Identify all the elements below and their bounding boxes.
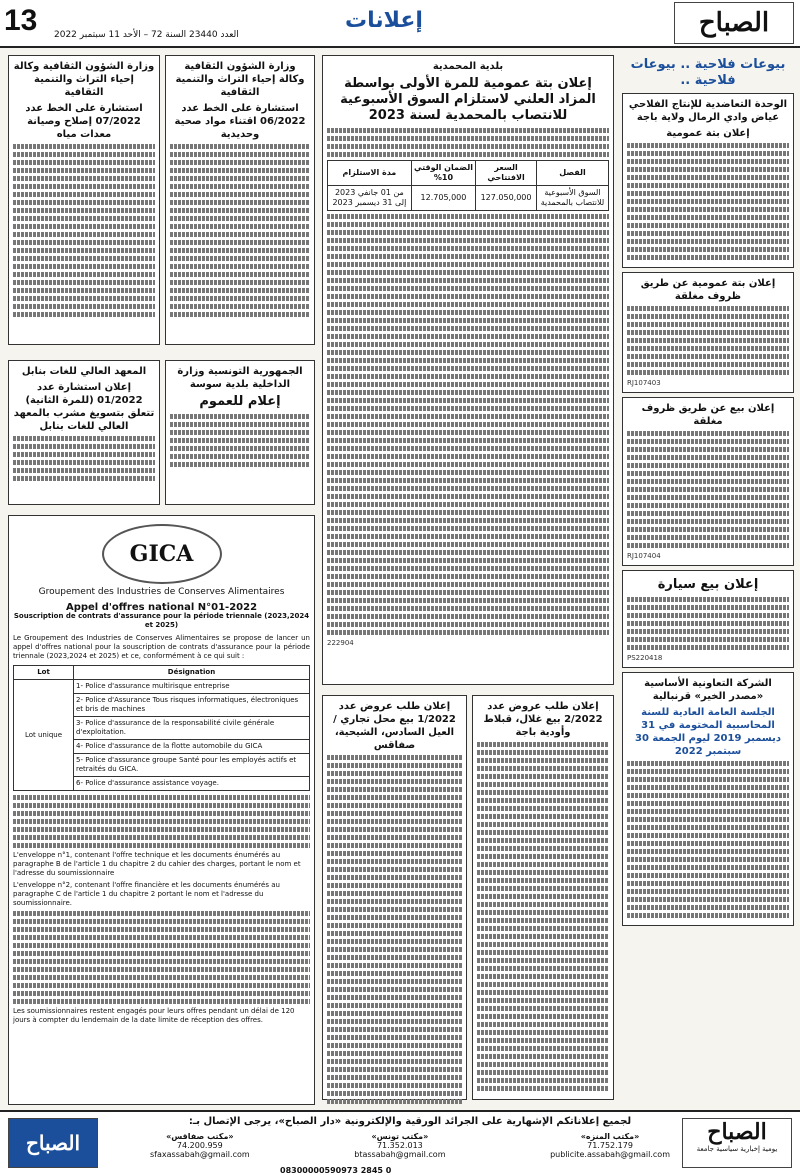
ad-block xyxy=(622,93,794,268)
ad-org: وزارة الشؤون الثقافية وكالة إحياء التراث والتنمية الثقافية xyxy=(175,61,305,98)
ad-org: الوحدة التعاضدية للإنتاج الفلاحي عياض وادي الرمال ولاية باجة xyxy=(628,99,788,123)
masthead-logo: الصباح xyxy=(674,2,794,44)
footer-offices xyxy=(150,1132,670,1159)
ad-block xyxy=(622,397,794,566)
footer-brand: الصباح يومية إخبارية سياسية جامعة xyxy=(682,1118,792,1168)
ad-block xyxy=(165,360,315,505)
ad-ref: PS220418 xyxy=(627,654,663,662)
page-number: 13 xyxy=(4,4,38,37)
gica-intro: Le Groupement des Industries de Conserves Alimentaires se propose de lancer un appel d'offres national pour la souscription de contrats d'assurance pour la période triennale (2023,2024 et 2025) et ce, conformément à ce qui suit : xyxy=(13,634,310,660)
price-table: الفصل السعر الافتتاحي الضمان الوقتي 10% مدة الاستلزام السوق الأسبوعية للانتصاب بالمحمدية 127.050,000 12.705,000 من 01 جانفي 2023 إلى 31 ديسمبر 2023 xyxy=(327,160,609,211)
ad-title: إعلان بتة عمومية عن طريق ظروف مغلقة xyxy=(640,278,776,302)
ad-block xyxy=(622,672,794,926)
ad-block xyxy=(472,695,614,1100)
column-culture-ad-2 xyxy=(8,55,160,355)
ad-subtitle: الجلسة العامة العادية للسنة المحاسبية المختومة في 31 ديسمبر 2019 ليوم الجمعة 30 سبتمبر 2022 xyxy=(634,707,781,757)
footer-account: 08300000590973 2845 0 xyxy=(280,1166,392,1175)
ad-title: الشركة التعاونية الأساسية «مصدر الخير» قرنبالية xyxy=(644,678,772,702)
ad-block xyxy=(165,55,315,345)
ad-title: إعلان طلب عروض عدد 1/2022 بيع محل تجاري / العيل السادس، الشيحية، صفاقس xyxy=(333,701,456,751)
gica-subtitle: Souscription de contrats d'assurance pour la période triennale (2023,2024 et 2025) xyxy=(13,612,310,629)
gica-lots-table: Lot Désignation Lot unique 1- Police d'assurance multirisque entreprise 2- Police d'Assurance Tous risques informatiques, électroniques et bris de machines 3- Police d'assurance de la responsabilité civile générale d'exploitation. 4- Police d'assurance de la flotte automobile du GICA 5- Police d'assurance groupe Santé pour les employés actifs et retraités du GICA. 6- Police d'assurance assistance voyage. xyxy=(13,665,310,791)
ad-block xyxy=(8,360,160,505)
gica-enveloppe-1: L'enveloppe n°1, contenant l'offre technique et les documents énumérés au paragraphe B de l'article 1 du chapitre 2 du cahier des charges, portant le nom et l'adresse du soumissionnaire xyxy=(13,851,301,877)
ad-title: إعلان استشارة عدد 01/2022 (للمرة الثانية) تتعلق بتسويغ مشرب بالمعهد العالي للغات بنابل xyxy=(13,382,155,432)
ad-subtitle: إعلان بتة عمومية xyxy=(666,128,750,139)
gica-group-name: Groupement des Industries de Conserves Alimentaires xyxy=(38,587,285,597)
ad-ref: RJ107404 xyxy=(627,552,661,560)
ad-block xyxy=(622,570,794,668)
ad-title: إعلان بيع عن طريق ظروف مغلقة xyxy=(641,403,775,427)
ad-block xyxy=(322,695,467,1100)
ad-org: الجمهورية التونسية وزارة الداخلية بلدية سوسة xyxy=(177,366,303,390)
issue-line: العدد 23440 السنة 72 – الأحد 11 سبتمبر 2022 xyxy=(54,30,239,40)
gica-tender-ad xyxy=(8,515,315,1105)
gica-enveloppe-2: L'enveloppe n°2, contenant l'offre financière et les documents énumérés au paragraphe C de l'article 1 du chapitre 2 portant le nom et l'adresse du soumissionnaire. xyxy=(13,881,280,907)
column-sousse xyxy=(165,360,315,510)
ad-title: إعلان بيع سيارة xyxy=(657,577,759,592)
ad-org: وزارة الشؤون الثقافية وكالة إحياء التراث والتنمية الثقافية xyxy=(13,61,155,98)
ad-title: استشارة على الخط عدد 07/2022 إصلاح وصيانة معدات مياه xyxy=(25,103,143,140)
gica-logo: GICA xyxy=(102,524,222,584)
column-agricultural-sales xyxy=(622,55,794,1105)
ad-ref: RJ107403 xyxy=(627,379,661,387)
ad-org: بلدية المحمدية xyxy=(432,61,504,72)
ad-block xyxy=(622,272,794,393)
column-mohamedia xyxy=(322,55,614,690)
footer-small-brand: الصباح xyxy=(8,1118,98,1168)
ad-title: إعلام للعموم xyxy=(199,394,281,409)
ad-ref: 222904 xyxy=(327,639,354,647)
column-beja-tender xyxy=(472,695,614,1105)
office-tunis: «مكتب تونس» 71.352.013 btassabah@gmail.com xyxy=(354,1132,446,1159)
ad-title: إعلان طلب عروض عدد 2/2022 بيع غلال، قبلاط وأودية باجة xyxy=(483,701,603,738)
column-sfax-tender xyxy=(322,695,467,1105)
column-title: بيوعات فلاحية .. بيوعات فلاحية .. xyxy=(630,57,786,88)
ad-block xyxy=(322,55,614,685)
gica-closing: Les soumissionnaires restent engagés pour leurs offres pendant un délai de 120 jours à compter du lendemain de la date limite de réception des offres. xyxy=(13,1007,295,1024)
ad-title: إعلان بتة عمومية للمرة الأولى بواسطة المزاد العلني لاستلزام السوق الأسبوعية للانتصاب بالمحمدية لسنة 2023 xyxy=(340,76,596,123)
column-nabeul xyxy=(8,360,160,510)
ad-title: استشارة على الخط عدد 06/2022 اقتناء مواد صحية وحديدية xyxy=(174,103,306,140)
section-title: إعلانات xyxy=(345,8,423,33)
column-culture-ad-1 xyxy=(165,55,315,355)
page-header xyxy=(0,0,800,48)
ad-block xyxy=(8,55,160,345)
office-menzah: «مكتب المنزه» 71.752.179 publicite.assabah@gmail.com xyxy=(550,1132,670,1159)
footer-contact-line: لجميع إعلاناتكم الإشهارية على الجرائد الورقية والإلكترونية «دار الصباح»، يرجى الإتصال بـ: xyxy=(188,1116,632,1127)
gica-title: Appel d'offres national N°01-2022 xyxy=(65,602,258,613)
office-sfax: «مكتب صفاقس» 74.200.959 sfaxassabah@gmail.com xyxy=(150,1132,250,1159)
ad-org: المعهد العالي للغات بنابل xyxy=(21,366,147,377)
page-footer xyxy=(0,1110,800,1175)
